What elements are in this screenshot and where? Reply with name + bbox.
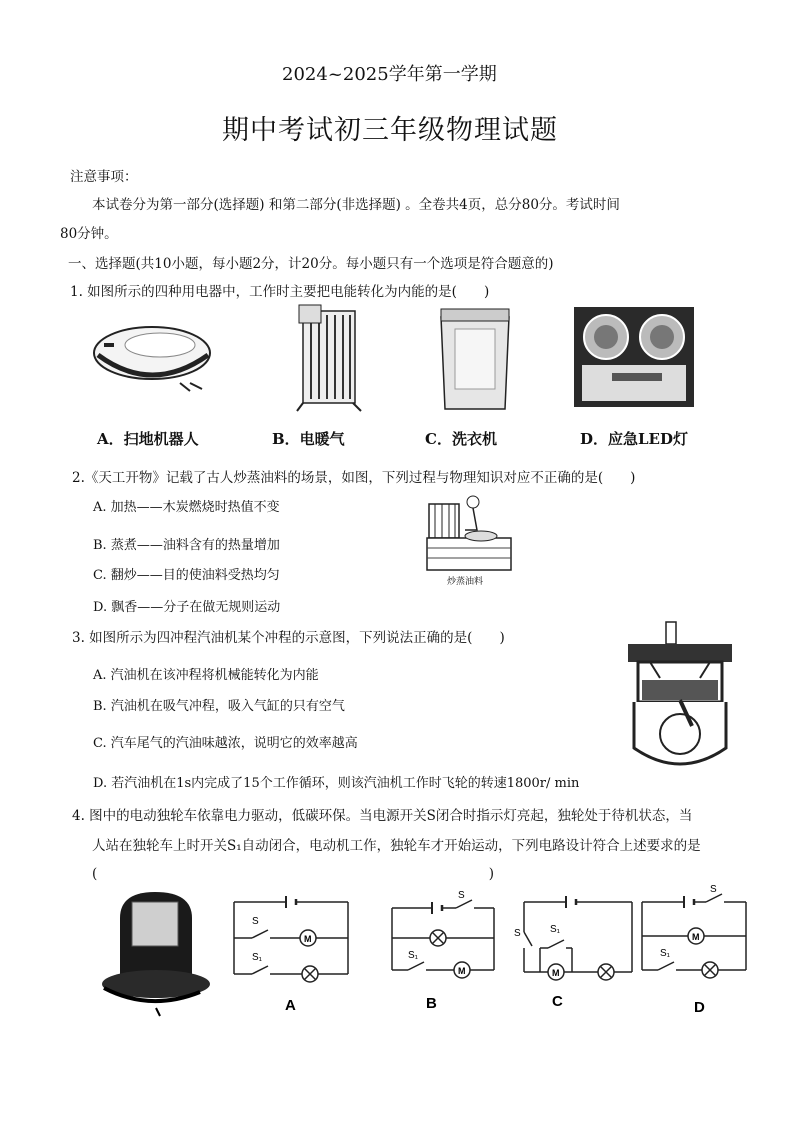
circuit-d-switch-s-label: S: [710, 884, 717, 895]
exam-title: 期中考试初三年级物理试题: [222, 115, 558, 146]
circuit-diagram-a: [230, 892, 355, 1012]
washing-machine-image: [435, 305, 515, 415]
q2-option-d: D. 飘香——分子在做无规则运动: [93, 600, 281, 615]
notes-heading: 注意事项：: [70, 169, 138, 185]
circuit-a-switch-s1-label: S₁: [252, 952, 263, 963]
circuit-d-motor-symbol: M: [692, 932, 700, 942]
q1-option-d: D．应急LED灯: [580, 430, 688, 448]
circuit-diagram-d: [638, 884, 756, 1014]
circuit-diagram-c: [510, 892, 640, 1012]
q1-option-b: B．电暖气: [272, 430, 345, 448]
electric-heater-image: [295, 305, 365, 415]
circuit-b-switch-s-label: S: [458, 890, 465, 901]
q2-option-b: B. 蒸煮——油料含有的热量增加: [93, 538, 280, 553]
circuit-c-motor-symbol: M: [552, 968, 560, 978]
circuit-b-label: B: [426, 995, 437, 1012]
q1-option-c: C．洗衣机: [425, 430, 497, 448]
circuit-c-switch-s-label: S: [514, 928, 521, 939]
q2-option-c: C. 翻炒——目的使油料受热均匀: [93, 568, 280, 583]
emergency-led-light-image: [572, 305, 697, 410]
figure-caption-stir-fry: 炒蒸油料: [447, 576, 484, 586]
circuit-a-label: A: [285, 997, 296, 1014]
circuit-diagram-b: [388, 890, 503, 1010]
circuit-c-label: C: [552, 993, 563, 1010]
notes-line-2: 80分钟。: [60, 226, 118, 242]
q3-option-d: D. 若汽油机在1s内完成了15个工作循环，则该汽油机工作时飞轮的转速1800r/ min: [93, 776, 580, 791]
robot-vacuum-image: [90, 315, 220, 395]
q1-stem: 1. 如图所示的四种用电器中，工作时主要把电能转化为内能的是( ): [70, 284, 490, 300]
circuit-a-motor-symbol: M: [304, 934, 312, 944]
q4-stem-line-2: 人站在独轮车上时开关S₁自动闭合，电动机工作，独轮车才开始运动，下列电路设计符合上述要求的是: [92, 838, 701, 854]
circuit-c-switch-s1-label: S₁: [550, 924, 561, 935]
circuit-d-switch-s1-label: S₁: [660, 948, 671, 959]
engine-stroke-diagram: [620, 622, 740, 772]
circuit-a-switch-s-label: S: [252, 916, 259, 927]
semester-heading: 2024~2025学年第一学期: [282, 64, 497, 85]
circuit-d-label: D: [694, 999, 705, 1016]
q3-option-a: A. 汽油机在该冲程将机械能转化为内能: [93, 668, 319, 683]
q3-option-c: C. 汽车尾气的汽油味越浓，说明它的效率越高: [93, 736, 358, 751]
q3-stem: 3. 如图所示为四冲程汽油机某个冲程的示意图，下列说法正确的是( ): [72, 630, 505, 646]
stir-frying-oilseed-illustration: [425, 490, 515, 585]
circuit-b-motor-symbol: M: [458, 966, 466, 976]
section1-heading: 一、选择题(共10小题，每小题2分，计20分。每小题只有一个选项是符合题意的): [68, 256, 554, 272]
q2-stem: 2.《天工开物》记载了古人炒蒸油料的场景，如图，下列过程与物理知识对应不正确的是( ): [72, 470, 636, 486]
q3-option-b: B. 汽油机在吸气冲程，吸入气缸的只有空气: [93, 699, 345, 714]
circuit-b-switch-s1-label: S₁: [408, 950, 419, 961]
electric-unicycle-image: [100, 888, 210, 1018]
q4-stem-line-1: 4. 图中的电动独轮车依靠电力驱动，低碳环保。当电源开关S闭合时指示灯亮起，独轮处于待机状态，当: [72, 808, 693, 824]
q2-option-a: A. 加热——木炭燃烧时热值不变: [93, 500, 280, 515]
q1-option-a: A．扫地机器人: [97, 430, 199, 448]
q4-stem-line-3: ( ): [92, 866, 495, 882]
notes-line-1: 本试卷分为第一部分(选择题) 和第二部分(非选择题) 。全卷共4页，总分80分。考试时间: [92, 197, 620, 213]
